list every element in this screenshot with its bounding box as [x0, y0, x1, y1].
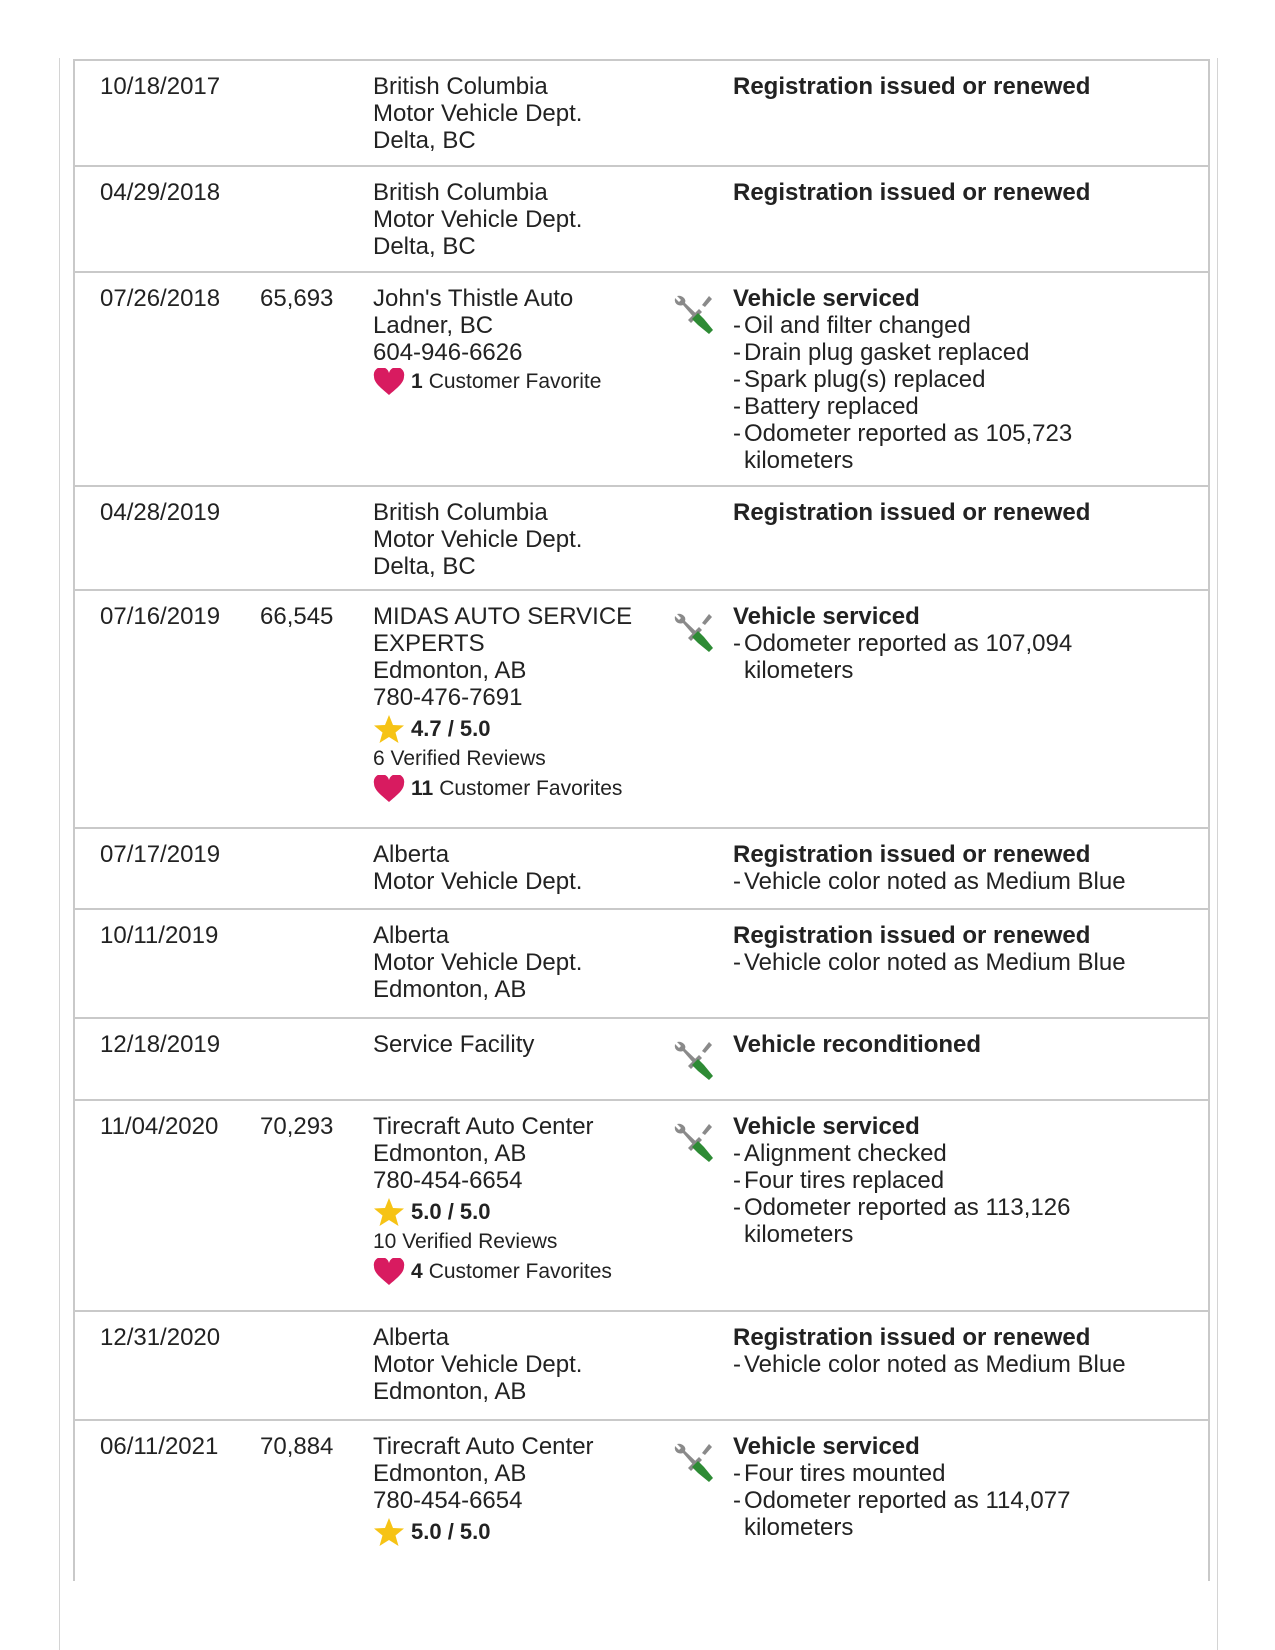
customer-favorites: [373, 366, 673, 398]
rating-value: 4.7 / 5.0: [411, 716, 491, 741]
source-line: Alberta: [373, 1324, 450, 1351]
event-title: Vehicle serviced: [733, 1433, 920, 1460]
source-line: Edmonton, AB: [373, 1460, 527, 1487]
source-line: Motor Vehicle Dept.: [373, 206, 583, 233]
source-line: 780-454-6654: [373, 1487, 523, 1514]
record-date: 10/18/2017: [100, 73, 221, 100]
heart-icon: [373, 368, 405, 396]
history-row: [75, 1101, 1208, 1312]
source-line: MIDAS AUTO SERVICE EXPERTS: [373, 603, 633, 657]
event-title: Vehicle reconditioned: [733, 1031, 982, 1058]
favorites-label: Customer Favorites: [439, 777, 623, 800]
detail-item: - Odometer reported as 107,094 kilometers: [733, 630, 1073, 684]
history-row: [75, 167, 1208, 273]
detail-item: - Drain plug gasket replaced: [733, 339, 1030, 366]
service-tools-icon: [672, 293, 714, 335]
detail-item: - Vehicle color noted as Medium Blue: [733, 868, 1126, 895]
service-tools-icon: [672, 1441, 714, 1483]
favorites-label: Customer Favorites: [428, 1260, 612, 1283]
record-comments: [733, 285, 1203, 474]
favorites-count: 4: [411, 1260, 423, 1283]
record-source: [373, 179, 673, 260]
detail-item: - Four tires replaced: [733, 1167, 945, 1194]
rating-value: 5.0 / 5.0: [411, 1519, 491, 1544]
event-title: Registration issued or renewed: [733, 1324, 1091, 1351]
record-comments: [733, 1324, 1203, 1378]
record-date: 04/28/2019: [100, 499, 221, 526]
source-line: Delta, BC: [373, 127, 476, 154]
record-comments: [733, 603, 1203, 684]
source-line: 780-454-6654: [373, 1167, 523, 1194]
source-line: Delta, BC: [373, 233, 476, 260]
source-line: Ladner, BC: [373, 312, 494, 339]
detail-item: - Odometer reported as 113,126 kilometers: [733, 1194, 1071, 1248]
favorites-count: 1: [411, 370, 423, 393]
history-row: [75, 829, 1208, 910]
record-comments: [733, 922, 1203, 976]
event-title: Registration issued or renewed: [733, 499, 1091, 526]
history-row: [75, 487, 1208, 591]
source-line: British Columbia: [373, 179, 548, 206]
record-date: 06/11/2021: [100, 1433, 219, 1460]
source-line: British Columbia: [373, 499, 548, 526]
record-comments: [733, 179, 1203, 206]
detail-item: - Four tires mounted: [733, 1460, 946, 1487]
source-line: British Columbia: [373, 73, 548, 100]
event-title: Registration issued or renewed: [733, 922, 1091, 949]
record-source: [373, 285, 673, 398]
source-line: Motor Vehicle Dept.: [373, 1351, 583, 1378]
source-line: Alberta: [373, 922, 450, 949]
source-line: Edmonton, AB: [373, 1140, 527, 1167]
detail-item: - Spark plug(s) replaced: [733, 366, 986, 393]
record-date: 07/16/2019: [100, 603, 221, 630]
source-line: Tirecraft Auto Center: [373, 1433, 594, 1460]
history-row: [75, 61, 1208, 167]
record-odometer: 66,545: [260, 603, 334, 630]
record-comments: [733, 1113, 1203, 1248]
record-odometer: 70,293: [260, 1113, 334, 1140]
page-left-rule: [59, 58, 60, 1650]
source-line: Edmonton, AB: [373, 976, 527, 1003]
event-title: Vehicle serviced: [733, 1113, 920, 1140]
detail-item: - Vehicle color noted as Medium Blue: [733, 1351, 1126, 1378]
history-table: [73, 59, 1210, 1581]
star-icon: [373, 1197, 405, 1227]
customer-favorites: [373, 773, 673, 805]
source-line: Delta, BC: [373, 553, 476, 580]
record-odometer: 70,884: [260, 1433, 334, 1460]
heart-icon: [373, 775, 405, 803]
record-comments: [733, 1031, 1203, 1058]
source-line: Service Facility: [373, 1031, 535, 1058]
rating-value: 5.0 / 5.0: [411, 1199, 491, 1224]
verified-reviews: 10 Verified Reviews: [373, 1230, 558, 1253]
shop-rating: [373, 1517, 673, 1547]
verified-reviews: 6 Verified Reviews: [373, 747, 546, 770]
history-row: [75, 910, 1208, 1019]
record-date: 12/18/2019: [100, 1031, 221, 1058]
source-line: Edmonton, AB: [373, 657, 527, 684]
source-line: Alberta: [373, 841, 450, 868]
favorites-label: Customer Favorite: [428, 370, 602, 393]
record-comments: [733, 499, 1203, 526]
record-date: 11/04/2020: [100, 1113, 219, 1140]
record-date: 12/31/2020: [100, 1324, 221, 1351]
star-icon: [373, 714, 405, 744]
source-line: 780-476-7691: [373, 684, 523, 711]
record-date: 04/29/2018: [100, 179, 221, 206]
shop-rating: [373, 1197, 673, 1227]
record-source: [373, 1113, 673, 1288]
record-source: [373, 1031, 673, 1058]
history-row: [75, 1019, 1208, 1101]
history-row: [75, 1421, 1208, 1581]
detail-item: - Odometer reported as 105,723 kilometers: [733, 420, 1073, 474]
record-source: [373, 73, 673, 154]
source-line: Tirecraft Auto Center: [373, 1113, 594, 1140]
source-line: Motor Vehicle Dept.: [373, 868, 583, 895]
event-title: Vehicle serviced: [733, 285, 920, 312]
source-line: Motor Vehicle Dept.: [373, 100, 583, 127]
source-line: Edmonton, AB: [373, 1378, 527, 1405]
history-row: [75, 591, 1208, 829]
favorites-count: 11: [411, 777, 434, 800]
record-source: [373, 499, 673, 580]
event-title: Registration issued or renewed: [733, 179, 1091, 206]
service-tools-icon: [672, 1121, 714, 1163]
history-row: [75, 1312, 1208, 1421]
service-tools-icon: [672, 611, 714, 653]
record-odometer: 65,693: [260, 285, 334, 312]
customer-favorites: [373, 1256, 673, 1288]
record-comments: [733, 73, 1203, 100]
history-row: [75, 273, 1208, 487]
record-date: 07/17/2019: [100, 841, 221, 868]
event-title: Vehicle serviced: [733, 603, 920, 630]
detail-item: - Oil and filter changed: [733, 312, 971, 339]
page-right-rule: [1217, 58, 1218, 1650]
record-date: 07/26/2018: [100, 285, 221, 312]
heart-icon: [373, 1258, 405, 1286]
record-comments: [733, 1433, 1203, 1541]
detail-item: - Odometer reported as 114,077 kilometers: [733, 1487, 1071, 1541]
record-source: [373, 841, 673, 895]
star-icon: [373, 1517, 405, 1547]
detail-item: - Battery replaced: [733, 393, 919, 420]
source-line: Motor Vehicle Dept.: [373, 949, 583, 976]
record-source: [373, 1433, 673, 1547]
record-source: [373, 603, 673, 805]
record-source: [373, 1324, 673, 1405]
event-title: Registration issued or renewed: [733, 73, 1091, 100]
record-comments: [733, 841, 1203, 895]
service-tools-icon: [672, 1039, 714, 1081]
source-line: 604-946-6626: [373, 339, 523, 366]
detail-item: - Alignment checked: [733, 1140, 947, 1167]
source-line: John's Thistle Auto: [373, 285, 574, 312]
event-title: Registration issued or renewed: [733, 841, 1091, 868]
record-source: [373, 922, 673, 1003]
detail-item: - Vehicle color noted as Medium Blue: [733, 949, 1126, 976]
source-line: Motor Vehicle Dept.: [373, 526, 583, 553]
shop-rating: [373, 714, 673, 744]
record-date: 10/11/2019: [100, 922, 219, 949]
